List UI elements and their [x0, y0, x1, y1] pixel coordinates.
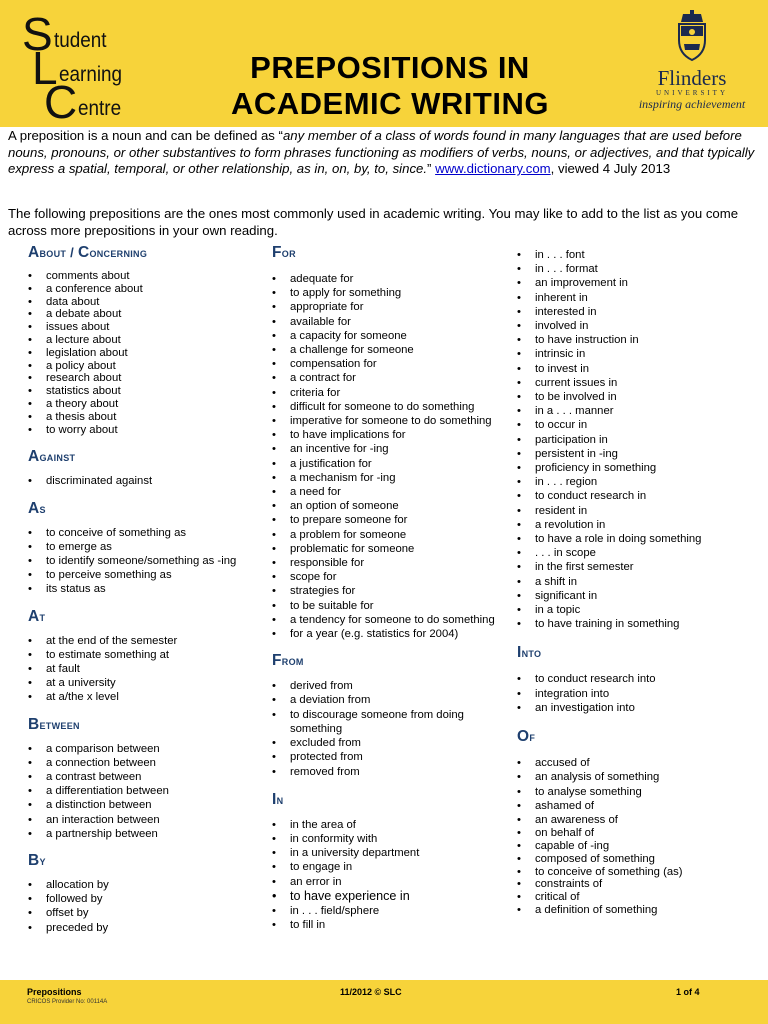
list-item: • in a topic [517, 603, 757, 617]
list-item: • in the area of [272, 818, 512, 832]
list-item: • to conceive of something (as) [517, 866, 757, 879]
title-line-1: PREPOSITIONS IN [250, 50, 530, 85]
list-item: • significant in [517, 589, 757, 603]
list-item: • . . . in scope [517, 546, 757, 560]
list-item: • a mechanism for -ing [272, 471, 512, 485]
list-item: • removed from [272, 765, 512, 779]
list-item: • to engage in [272, 860, 512, 874]
column-2 [272, 244, 512, 932]
section-title-against: Against [28, 448, 76, 466]
list-item: • in a . . . manner [517, 404, 757, 418]
list-item: • imperative for someone to do something [272, 414, 512, 428]
list-in-continued [517, 248, 757, 631]
slc-letter-l: L [32, 42, 58, 94]
header-banner [0, 0, 768, 127]
list-item: • a contrast between [28, 770, 258, 784]
list-item: • an awareness of [517, 813, 757, 827]
list-about [28, 270, 258, 436]
list-into [517, 672, 757, 715]
section-title-as: As [28, 499, 46, 517]
section-title-for: For [272, 244, 296, 261]
list-item: • in . . . format [517, 262, 757, 276]
footer-banner [0, 980, 768, 1024]
list-item: • a tendency for someone to do something [272, 613, 512, 627]
list-item: • critical of [517, 891, 757, 904]
footer-page-number: 1 of 4 [676, 987, 700, 997]
list-item: • to conceive of something as [28, 526, 258, 540]
list-item: • to conduct research into [517, 672, 757, 686]
list-item: • data about [28, 296, 258, 309]
section-title-into: Into [517, 644, 542, 662]
list-item: • to emerge as [28, 540, 258, 554]
title-line-2: ACADEMIC WRITING [231, 86, 549, 121]
list-item: • offset by [28, 906, 258, 920]
list-item: • allocation by [28, 878, 258, 892]
list-at [28, 634, 258, 705]
list-item: • comments about [28, 270, 258, 283]
list-item: • problematic for someone [272, 542, 512, 556]
list-item: • scope for [272, 570, 512, 584]
list-item: • an interaction between [28, 813, 258, 827]
list-item: • a differentiation between [28, 784, 258, 798]
list-item: • legislation about [28, 347, 258, 360]
list-item: • in . . . field/sphere [272, 904, 512, 918]
list-from [272, 679, 512, 778]
list-item: • preceded by [28, 921, 258, 935]
list-item: • issues about [28, 321, 258, 334]
list-item: • discriminated against [28, 474, 258, 488]
list-item: • to invest in [517, 362, 757, 376]
list-item: • followed by [28, 892, 258, 906]
list-item: • to have implications for [272, 428, 512, 442]
list-item: • protected from [272, 750, 512, 764]
list-item: • to discourage someone from doing something [272, 708, 512, 736]
list-item: • to have training in something [517, 617, 757, 631]
list-item: • composed of something [517, 853, 757, 866]
list-item: • inherent in [517, 291, 757, 305]
list-item: • adequate for [272, 272, 512, 286]
section-title-at: At [28, 607, 46, 625]
footer-provider: CRICOS Provider No: 00114A [27, 999, 108, 1005]
slc-word-centre: entre [78, 97, 122, 120]
list-item: • statistics about [28, 385, 258, 398]
list-item: • at a/the x level [28, 690, 258, 704]
list-item: • to conduct research in [517, 489, 757, 503]
list-item: • to have instruction in [517, 333, 757, 347]
list-item: • a problem for someone [272, 528, 512, 542]
list-item: • to perceive something as [28, 568, 258, 582]
column-1 [28, 244, 258, 935]
list-item: • difficult for someone to do something [272, 400, 512, 414]
list-item: • at a university [28, 676, 258, 690]
list-item: • to be suitable for [272, 599, 512, 613]
intro-paragraph-2: The following prepositions are the ones most commonly used in academic writing. You may like to add to the list as you come across more prepositions in your own reading. [8, 206, 739, 238]
list-item: • ashamed of [517, 799, 757, 813]
list-item: • a justification for [272, 457, 512, 471]
slc-logo [22, 8, 162, 128]
intro-lead: A preposition is a noun and can be defined as “ [8, 128, 283, 143]
intro-quote: any member of a class of words found in many languages that are used before nouns, pronouns, or other substantives to form phrases functioning as modifiers of verbs, nouns, or adjectives, and that typically express a spatial, temporal, or other relationship, as in, on, by, to, since. [8, 128, 755, 176]
list-item: • a partnership between [28, 827, 258, 841]
list-item: • constraints of [517, 878, 757, 891]
list-item: • a thesis about [28, 411, 258, 424]
logo-name: Flinders [657, 66, 727, 90]
list-item: • an error in [272, 875, 512, 889]
slc-letter-c: C [44, 76, 78, 128]
list-by [28, 878, 258, 935]
list-item: • current issues in [517, 376, 757, 390]
list-item: • persistent in -ing [517, 447, 757, 461]
slc-word-learning: earning [58, 63, 122, 86]
footer-date: 11/2012 © SLC [340, 987, 402, 997]
list-item: • at fault [28, 662, 258, 676]
list-against [28, 474, 258, 488]
list-item: • to occur in [517, 418, 757, 432]
section-title-in: In [272, 790, 284, 808]
list-item: • integration into [517, 687, 757, 701]
list-item: • resident in [517, 504, 757, 518]
list-item: • in . . . region [517, 475, 757, 489]
list-as [28, 526, 258, 597]
list-item: • to have a role in doing something [517, 532, 757, 546]
list-item: • to have experience in [272, 889, 512, 904]
dictionary-link[interactable]: www.dictionary.com [435, 161, 551, 176]
list-item: • excluded from [272, 736, 512, 750]
list-item: • an incentive for -ing [272, 442, 512, 456]
list-item: • interested in [517, 305, 757, 319]
list-item: • to worry about [28, 424, 258, 437]
section-title-of: Of [517, 728, 536, 746]
page-title [200, 50, 580, 122]
list-item: • intrinsic in [517, 347, 757, 361]
list-item: • a connection between [28, 756, 258, 770]
list-item: • participation in [517, 433, 757, 447]
list-item: • compensation for [272, 357, 512, 371]
list-item: • a need for [272, 485, 512, 499]
list-item: • an option of someone [272, 499, 512, 513]
crest-icon [673, 10, 711, 62]
list-item: • a lecture about [28, 334, 258, 347]
flinders-logo [634, 10, 750, 120]
logo-motto: inspiring achievement [638, 97, 746, 111]
list-item: • to identify someone/something as -ing [28, 554, 258, 568]
list-item: • proficiency in something [517, 461, 757, 475]
slc-letter-s: S [22, 8, 53, 60]
intro-definition [8, 128, 760, 178]
list-item: • available for [272, 315, 512, 329]
list-item: • an analysis of something [517, 770, 757, 784]
slc-row-centre [44, 76, 126, 128]
list-item: • a policy about [28, 360, 258, 373]
list-item: • criteria for [272, 386, 512, 400]
list-item: • at the end of the semester [28, 634, 258, 648]
list-item: • for a year (e.g. statistics for 2004) [272, 627, 512, 641]
list-item: • a capacity for someone [272, 329, 512, 343]
list-item: • a revolution in [517, 518, 757, 532]
list-item: • in the first semester [517, 560, 757, 574]
list-item: • to apply for something [272, 286, 512, 300]
list-between [28, 742, 258, 841]
list-for [272, 272, 512, 641]
list-item: • a deviation from [272, 693, 512, 707]
intro-close: ” [427, 161, 436, 176]
section-title-from: From [272, 652, 304, 670]
section-title-between: Between [28, 715, 80, 733]
list-item: • a comparison between [28, 742, 258, 756]
list-item: • a definition of something [517, 904, 757, 917]
slc-word-student: tudent [53, 29, 107, 52]
list-item: • a contract for [272, 371, 512, 385]
list-item: • a shift in [517, 575, 757, 589]
list-item: • a conference about [28, 283, 258, 296]
list-item: • capable of -ing [517, 840, 757, 853]
list-item: • accused of [517, 756, 757, 770]
list-item: • on behalf of [517, 827, 757, 840]
intro-tail: , viewed 4 July 2013 [550, 161, 671, 176]
list-item: • derived from [272, 679, 512, 693]
list-of [517, 756, 757, 916]
section-title-by: By [28, 852, 46, 870]
section-title-about: About / Concerning [28, 244, 148, 261]
list-item: • to estimate something at [28, 648, 258, 662]
list-item: • to be involved in [517, 390, 757, 404]
list-item: • an investigation into [517, 701, 757, 715]
list-item: • its status as [28, 582, 258, 596]
column-3 [517, 248, 757, 917]
footer-doc-name: Prepositions [27, 987, 82, 997]
list-item: • involved in [517, 319, 757, 333]
list-item: • a challenge for someone [272, 343, 512, 357]
list-item: • in a university department [272, 846, 512, 860]
list-item: • appropriate for [272, 300, 512, 314]
list-item: • to analyse something [517, 785, 757, 799]
list-item: • research about [28, 372, 258, 385]
logo-university: UNIVERSITY [656, 89, 728, 97]
list-item: • strategies for [272, 584, 512, 598]
list-item: • a distinction between [28, 798, 258, 812]
list-item: • an improvement in [517, 276, 757, 290]
list-item: • in . . . font [517, 248, 757, 262]
list-item: • to fill in [272, 918, 512, 932]
list-in [272, 818, 512, 932]
list-item: • a theory about [28, 398, 258, 411]
list-item: • responsible for [272, 556, 512, 570]
list-item: • to prepare someone for [272, 513, 512, 527]
list-item: • a debate about [28, 308, 258, 321]
list-item: • in conformity with [272, 832, 512, 846]
